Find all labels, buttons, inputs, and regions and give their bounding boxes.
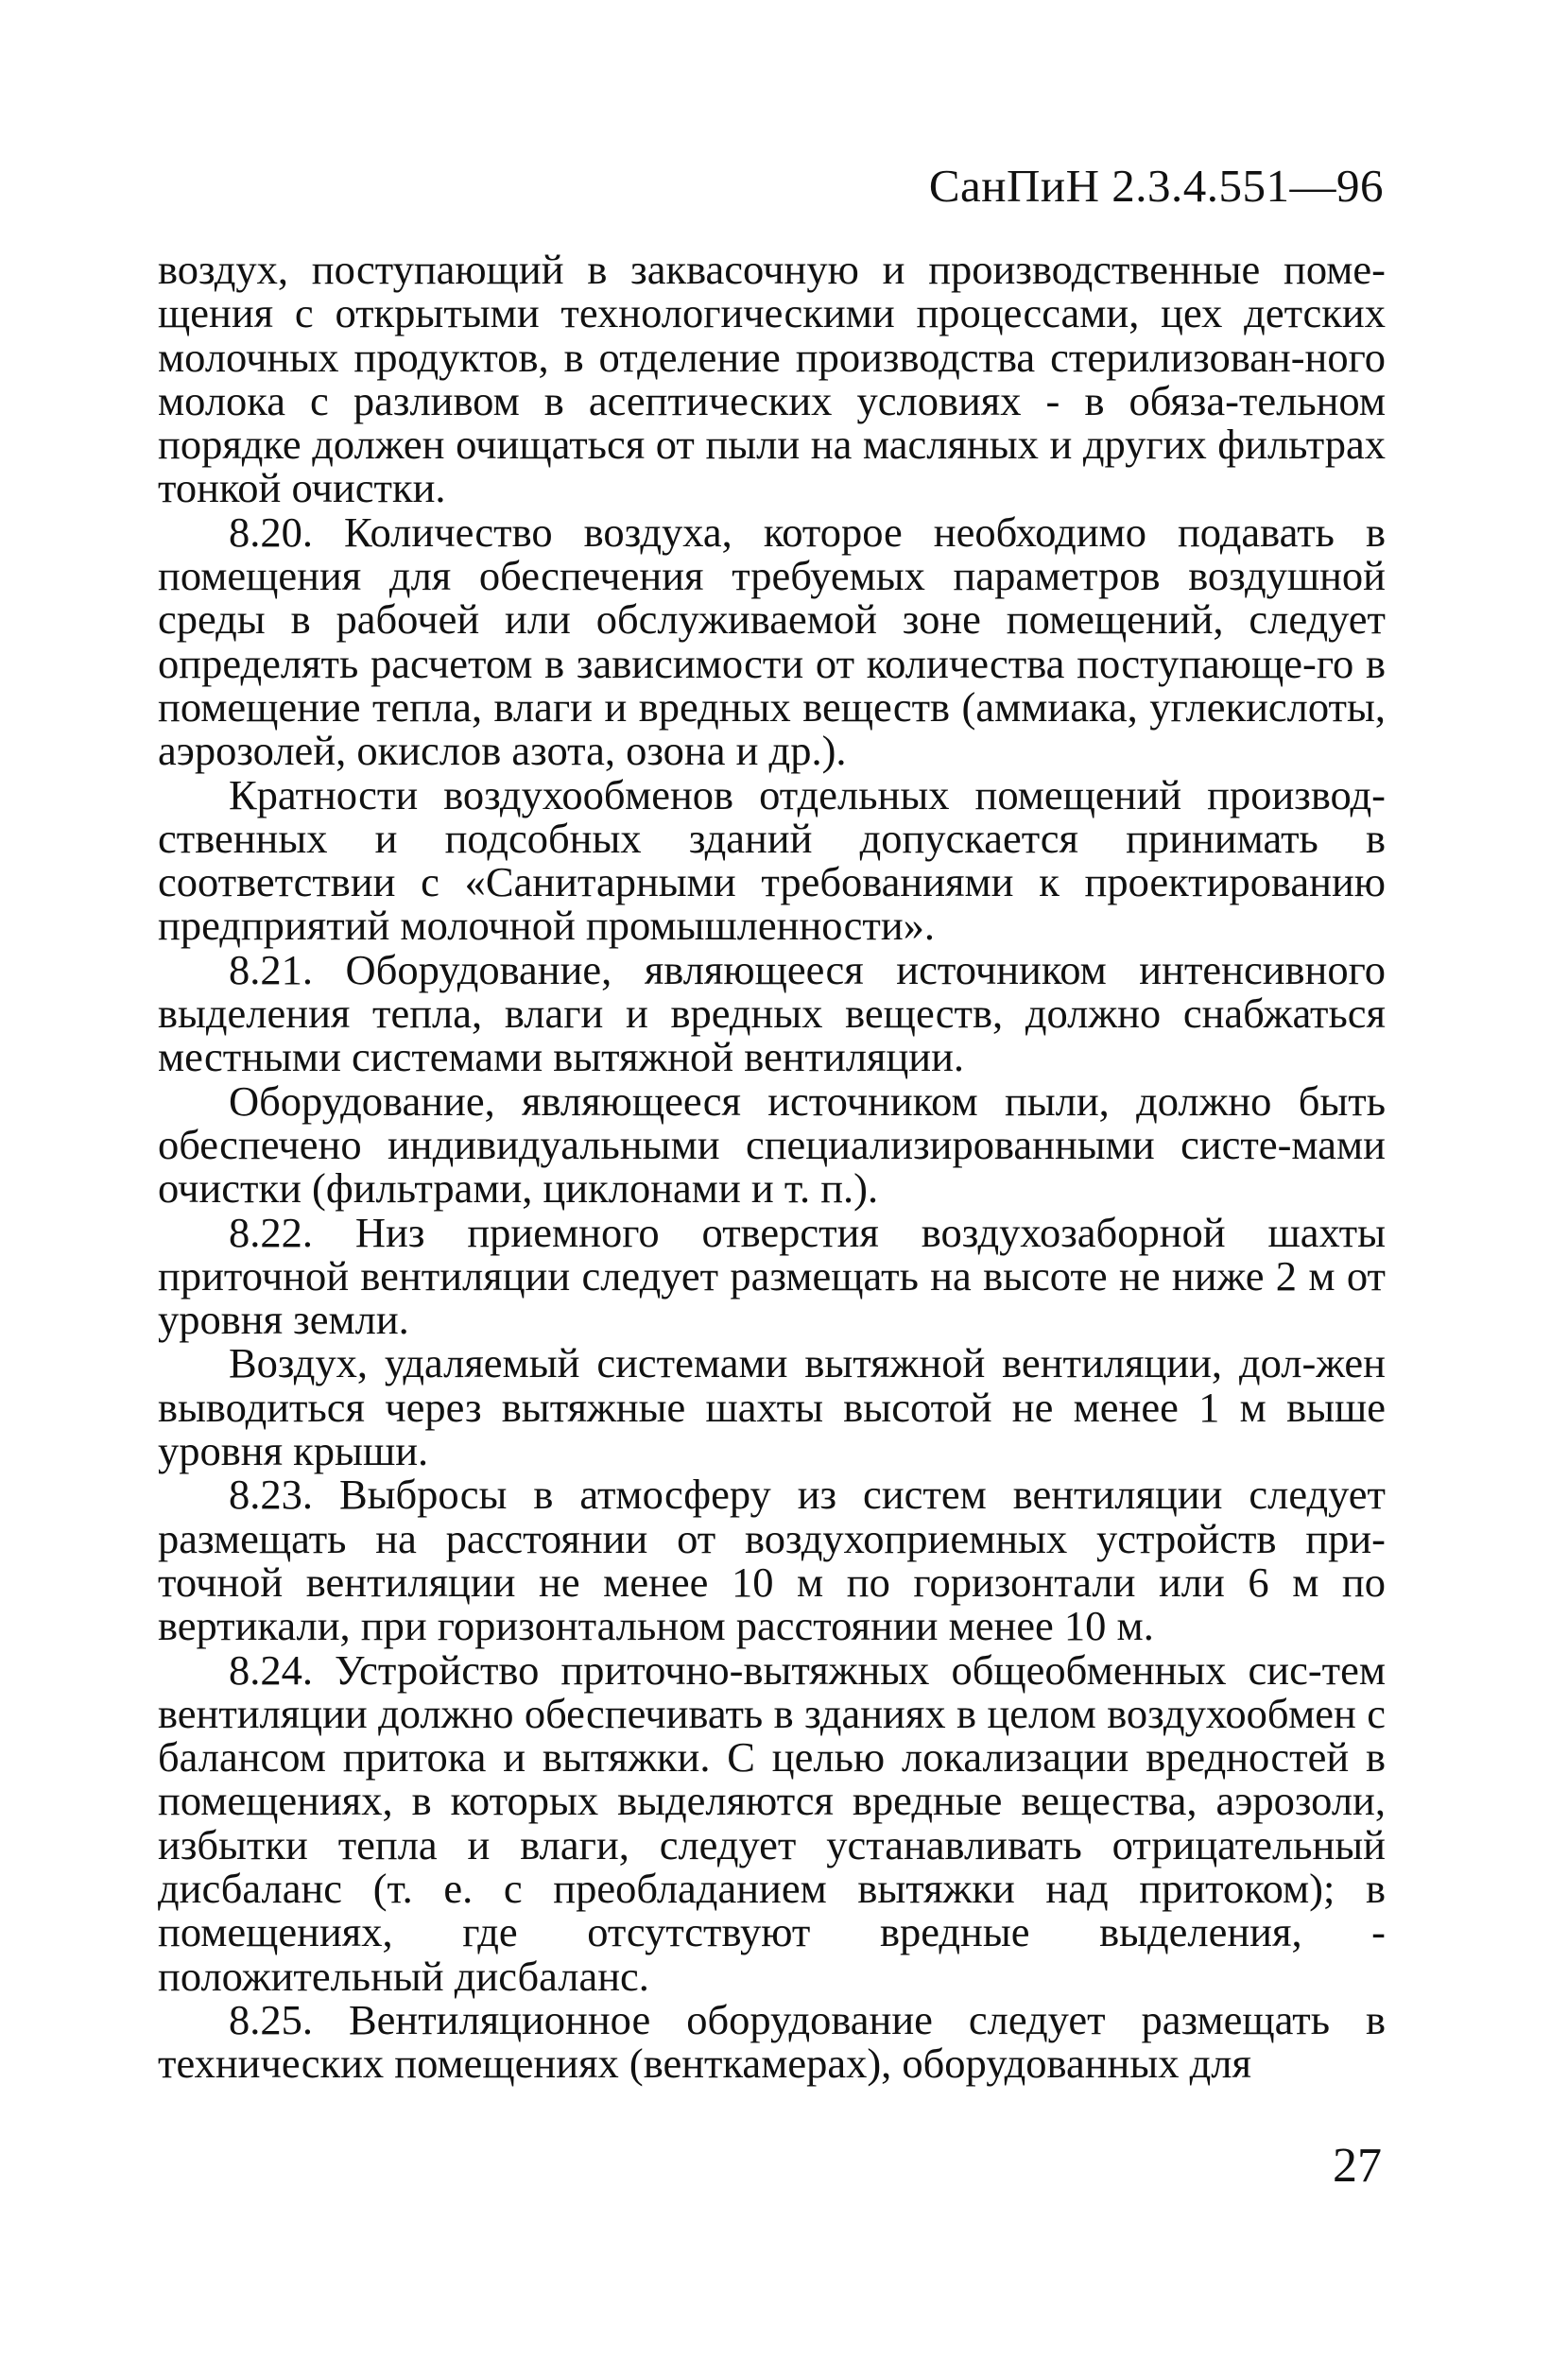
body-text: [158, 246, 1386, 2088]
paragraph-continuation: воздух, поступающий в заквасочную и производственные поме-щения с открытыми технологическими процессами, цех детских молочных продуктов, в отделение производства стерилизован-ного молока с разливом в асептических условиях - в обяза-тельном порядке должен очищаться от пыли на масляных и других фильтрах тонкой очистки.: [158, 246, 1386, 512]
page-number: 27: [1333, 2139, 1382, 2193]
paragraph-8-20: 8.20. Количество воздуха, которое необходимо подавать в помещения для обеспечения требуемых параметров воздушной среды в рабочей или обслуживаемой зоне помещений, следует определять расчетом в зависимости от количества поступающе-го в помещение тепла, влаги и вредных веществ (аммиака, углекислоты, аэрозолей, окислов азота, озона и др.).: [158, 508, 1386, 775]
paragraph-8-24: 8.24. Устройство приточно-вытяжных общеобменных сис-тем вентиляции должно обеспечивать в зданиях в целом воздухообмен с балансом притока и вытяжки. С целью локализации вредностей в помещениях, в которых выделяются вредные вещества, аэрозоли, избытки тепла и влаги, следует устанавливать отрицательный дисбаланс (т. е. с преобладанием вытяжки над притоком); в помещениях, где отсутствуют вредные выделения, - положительный дисбаланс.: [158, 1645, 1386, 2000]
paragraph-dust-equipment: Оборудование, являющееся источником пыли, должно быть обеспечено индивидуальными специализированными систе-мами очистки (фильтрами, циклонами и т. п.).: [158, 1076, 1386, 1213]
paragraph-8-22: 8.22. Низ приемного отверстия воздухозаборной шахты приточной вентиляции следует размещать на высоте не ниже 2 м от уровня земли.: [158, 1208, 1386, 1344]
paragraph-8-21: 8.21. Оборудование, являющееся источником интенсивного выделения тепла, влаги и вредных веществ, должно снабжаться местными системами вытяжной вентиляции.: [158, 945, 1386, 1081]
paragraph-8-25: 8.25. Вентиляционное оборудование следует размещать в технических помещениях (венткамерах), оборудованных для: [158, 1995, 1386, 2088]
paragraph-exhaust-shafts: Воздух, удаляемый системами вытяжной вентиляции, дол-жен выводиться через вытяжные шахты высотой не менее 1 м выше уровня крыши.: [158, 1339, 1386, 1475]
paragraph-air-exchange-rates: Кратности воздухообменов отдельных помещений производ-ственных и подсобных зданий допускается принимать в соответствии с «Санитарными требованиями к проектированию предприятий молочной промышленности».: [158, 770, 1386, 950]
paragraph-8-23: 8.23. Выбросы в атмосферу из систем вентиляции следует размещать на расстоянии от воздухоприемных устройств при-точной вентиляции не менее 10 м по горизонтали или 6 м по вертикали, при горизонтальном расстоянии менее 10 м.: [158, 1471, 1386, 1650]
document-header: СанПиН 2.3.4.551—96: [928, 160, 1384, 212]
